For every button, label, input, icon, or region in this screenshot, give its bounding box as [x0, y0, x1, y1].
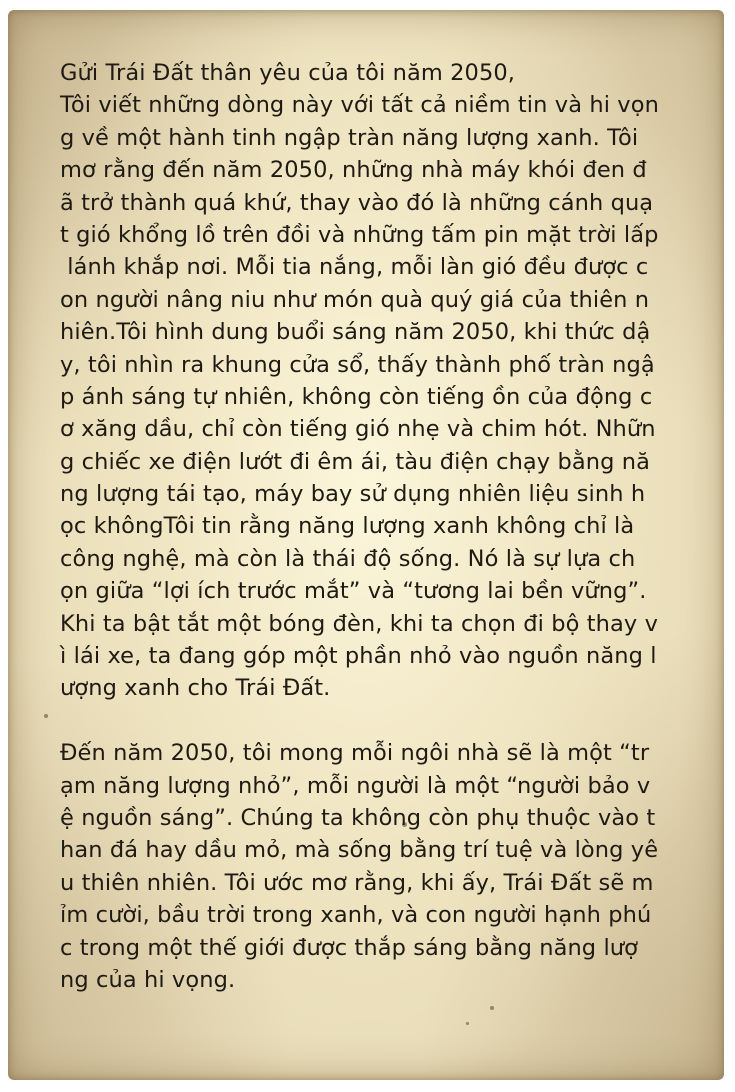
letter-line: ệ nguồn sáng”. Chúng ta không còn phụ thuộc vào t — [60, 804, 656, 831]
letter-text — [60, 57, 700, 996]
paper-speck — [466, 1022, 469, 1025]
letter-line: ỉm cười, bầu trời trong xanh, và con người hạnh phú — [60, 902, 652, 929]
letter-paragraph-2 — [60, 737, 700, 996]
paper-speck — [490, 1006, 494, 1010]
letter-line: han đá hay dầu mỏ, mà sống bằng trí tuệ và lòng yê — [60, 837, 659, 864]
letter-line: ượng xanh cho Trái Đất. — [60, 675, 331, 702]
letter-line: ng lượng tái tạo, máy bay sử dụng nhiên liệu sinh h — [60, 481, 646, 508]
letter-line: hiên.Tôi hình dung buổi sáng năm 2050, khi thức dậ — [60, 319, 651, 346]
letter-line: p ánh sáng tự nhiên, không còn tiếng ồn của động c — [60, 383, 653, 410]
letter-line: g về một hành tinh ngập tràn năng lượng xanh. Tôi — [60, 124, 639, 151]
letter-line: mơ rằng đến năm 2050, những nhà máy khói đen đ — [60, 157, 647, 184]
letter-line: c trong một thế giới được thắp sáng bằng năng lượ — [60, 934, 639, 961]
letter-line: Khi ta bật tắt một bóng đèn, khi ta chọn đi bộ thay v — [60, 610, 659, 637]
letter-line: t gió khổng lồ trên đồi và những tấm pin mặt trời lấp — [60, 221, 659, 248]
letter-line: y, tôi nhìn ra khung cửa sổ, thấy thành phố tràn ngậ — [60, 351, 655, 378]
paper-speck — [44, 714, 48, 718]
letter-line: ọc khôngTôi tin rằng năng lượng xanh không chỉ là — [60, 513, 635, 540]
letter-line: ì lái xe, ta đang góp một phần nhỏ vào nguồn năng l — [60, 643, 657, 670]
letter-line: Tôi viết những dòng này với tất cả niềm tin và hi vọn — [60, 92, 659, 119]
letter-paragraph-1 — [60, 57, 700, 705]
letter-line: ọn giữa “lợi ích trước mắt” và “tương lai bền vững”. — [60, 578, 647, 605]
letter-line: ã trở thành quá khứ, thay vào đó là những cánh quạ — [60, 189, 654, 216]
letter-line: g chiếc xe điện lướt đi êm ái, tàu điện chạy bằng nă — [60, 448, 650, 475]
letter-line: u thiên nhiên. Tôi ước mơ rằng, khi ấy, Trái Đất sẽ m — [60, 869, 654, 896]
letter-line: công nghệ, mà còn là thái độ sống. Nó là sự lựa ch — [60, 545, 636, 572]
paragraph-gap — [60, 705, 700, 737]
letter-line: ng của hi vọng. — [60, 966, 236, 993]
letter-line: on người nâng niu như món quà quý giá của thiên n — [60, 286, 650, 313]
letter-line: ạm năng lượng nhỏ”, mỗi người là một “người bảo v — [60, 772, 651, 799]
letter-line: ơ xăng dầu, chỉ còn tiếng gió nhẹ và chim hót. Nhữn — [60, 416, 656, 443]
letter-line: Đến năm 2050, tôi mong mỗi ngôi nhà sẽ là một “tr — [60, 740, 650, 767]
letter-line: lánh khắp nơi. Mỗi tia nắng, mỗi làn gió đều được c — [60, 254, 649, 281]
letter-line: Gửi Trái Đất thân yêu của tôi năm 2050, — [60, 60, 516, 86]
